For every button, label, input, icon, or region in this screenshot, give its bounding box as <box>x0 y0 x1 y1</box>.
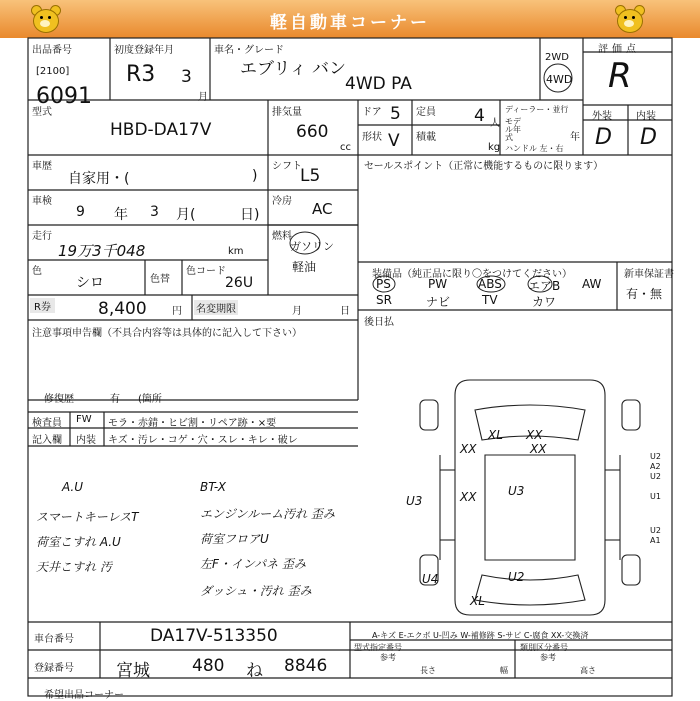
spec-width: 幅 <box>500 666 508 675</box>
equipment-label: 装備品（純正品に限り〇をつけてください） <box>372 269 572 280</box>
equip-tv: TV <box>482 293 498 307</box>
capacity-value: 4 <box>474 106 485 126</box>
equip-abs: ABS <box>478 277 502 291</box>
displacement-unit: cc <box>340 142 351 153</box>
warranty-value: 有・無 <box>626 287 663 301</box>
capacity-unit: 人 <box>490 118 500 129</box>
notes-label: 注意事項申告欄（不具合内容等は具体的に記入して下さい） <box>32 328 302 339</box>
recycle-unit: 円 <box>172 306 182 317</box>
color-code: 26U <box>225 275 254 291</box>
repair-label: 修復歴 <box>44 394 74 405</box>
inspector-label: 検査員 <box>32 418 62 429</box>
inspection-label: 車検 <box>32 196 52 207</box>
lot-label: 出品番号 <box>32 45 72 56</box>
usage-close: ) <box>252 168 258 184</box>
damage-mark: U3 <box>406 494 423 508</box>
load-label: 積載 <box>416 132 436 143</box>
load-unit: kg <box>488 142 501 153</box>
ac-value: AC <box>312 200 333 218</box>
dealer-label: ディーラー・並行 <box>505 105 569 114</box>
damage-mark: U2 <box>508 570 525 584</box>
color-value: シロ <box>76 275 104 291</box>
model-name: エブリィ バン <box>240 59 347 79</box>
spec-label-1b: 参考 <box>380 653 396 662</box>
equip-navi: ナビ <box>426 295 451 309</box>
spec-length: 長さ <box>420 666 436 675</box>
damage-mark: XL <box>488 428 503 442</box>
equip-airbag: エアB <box>528 279 561 293</box>
remark-right-2: エンジンルーム汚れ 歪み <box>200 507 335 521</box>
damage-mark: XX <box>460 490 477 504</box>
damage-mark: U2 <box>650 526 661 535</box>
remark-left-3: 荷室こすれ A.U <box>36 535 121 549</box>
score-label: 評価点 <box>598 44 640 55</box>
lot-code: [2100] <box>36 66 70 77</box>
entry-label: 記入欄 <box>32 435 62 446</box>
checker-line1: モラ・赤錆・ヒビ割・リペア跡・×要 <box>108 418 277 429</box>
interior-check-label: 内装 <box>76 435 96 446</box>
checker-line2: キズ・汚レ・コゲ・穴・スレ・キレ・破レ <box>108 435 298 446</box>
equip-pw: PW <box>428 277 448 291</box>
plate-kana: ね <box>246 661 263 681</box>
inspection-month-unit: 月( <box>176 207 196 223</box>
chassis-value: DA17V-513350 <box>150 626 278 646</box>
doors-value: 5 <box>390 104 401 124</box>
after-pay-label: 後日払 <box>364 317 394 328</box>
model-year-label: モデル年式 <box>505 117 521 142</box>
interior-score: D <box>640 125 657 150</box>
handle-label: ハンドル 左・右 <box>505 144 564 153</box>
capacity-label: 定員 <box>416 107 436 118</box>
remark-right-4: 左F・インパネ 歪み <box>200 557 306 571</box>
damage-mark: U3 <box>508 484 525 498</box>
model-year-unit: 年 <box>570 132 580 143</box>
shape-value: V <box>388 131 400 151</box>
damage-mark: U4 <box>422 572 439 586</box>
fuel-value: ガソリン <box>290 240 334 253</box>
fw-label: FW <box>76 414 92 425</box>
footer-label: 希望出品コーナー <box>44 690 124 701</box>
damage-mark: U1 <box>650 492 661 501</box>
mileage-unit: km <box>228 246 244 257</box>
damage-mark: U2 <box>650 452 661 461</box>
damage-mark: A1 <box>650 536 661 545</box>
recycle-label: R券 <box>30 298 55 313</box>
equip-leather: カワ <box>532 295 557 309</box>
warranty-label: 新車保証書 <box>624 269 674 280</box>
plate-city: 宮城 <box>116 661 150 681</box>
spec-label-2b: 参考 <box>540 653 556 662</box>
displacement-label: 排気量 <box>272 107 302 118</box>
plate-number: 8846 <box>284 656 328 676</box>
fuel-label: 燃料 <box>272 231 292 242</box>
drive-2wd-label: 2WD <box>545 52 569 63</box>
model-label: 車名・グレード <box>214 45 284 56</box>
usage-value: 自家用・( <box>68 171 130 187</box>
color-label: 色 <box>32 266 42 277</box>
equip-aw: AW <box>582 277 602 291</box>
damage-mark: U2 <box>650 472 661 481</box>
fuel-alt: 軽油 <box>292 260 317 274</box>
mileage-label: 走行 <box>32 231 52 242</box>
first-reg-era: R3 <box>126 62 156 87</box>
header-title: 軽自動車コーナー <box>270 13 430 33</box>
remark-right-1: BT-X <box>200 480 226 494</box>
inspection-day-unit: 日) <box>240 207 260 223</box>
first-reg-year: 3 <box>181 67 192 87</box>
inspection-month: 3 <box>150 204 159 220</box>
shift-label: シフト <box>272 161 302 172</box>
name-change-label: 名変期限 <box>194 300 238 315</box>
damage-mark: XX <box>530 442 547 456</box>
chassis-label: 車台番号 <box>34 634 74 645</box>
equip-ps: PS <box>376 277 391 291</box>
model-grade: 4WD PA <box>345 74 412 94</box>
remark-right-5: ダッシュ・汚れ 歪み <box>200 584 312 598</box>
color-swap-label: 色替 <box>150 274 170 285</box>
drive-value: 4WD <box>546 73 573 86</box>
interior-label: 内装 <box>636 111 656 122</box>
name-change-month: 月 <box>292 306 302 317</box>
repair-value: 有 <box>110 394 120 405</box>
ac-label: 冷房 <box>272 196 292 207</box>
equip-sr: SR <box>376 293 392 307</box>
spec-label-2: 類別区分番号 <box>520 643 568 652</box>
remark-right-3: 荷室フロアU <box>200 532 269 546</box>
spec-height: 高さ <box>580 666 596 675</box>
spec-label-1: 型式指定番号 <box>354 643 402 652</box>
usage-label: 車歴 <box>32 161 52 172</box>
type-label: 型式 <box>32 107 52 118</box>
score-value: R <box>608 56 632 96</box>
first-reg-month-unit: 月 <box>198 92 208 103</box>
inspection-year: 9 <box>76 204 85 220</box>
inspection-year-unit: 年 <box>114 207 128 223</box>
doors-label: ドア <box>362 107 382 118</box>
remark-left-2: スマートキーレスT <box>36 510 139 524</box>
mileage-value: 19万3千048 <box>58 242 146 260</box>
damage-mark: XX <box>460 442 477 456</box>
remark-left-1: A.U <box>62 480 84 494</box>
displacement-value: 660 <box>296 122 329 142</box>
lot-number: 6091 <box>36 84 92 109</box>
damage-mark: XX <box>526 428 543 442</box>
damage-mark: A2 <box>650 462 661 471</box>
plate-class: 480 <box>192 656 225 676</box>
car-body-diagram <box>420 380 640 615</box>
type-value: HBD-DA17V <box>110 120 212 140</box>
damage-legend: A-キズ E-エクボ U-凹み W-補修跡 S-サビ C-腐食 XX-交換済 <box>372 631 589 640</box>
name-change-day: 日 <box>340 306 350 317</box>
plate-label: 登録番号 <box>34 663 74 674</box>
sales-point-label: セールスポイント（正常に機能するものに限ります） <box>364 161 604 172</box>
recycle-value: 8,400 <box>98 299 147 319</box>
exterior-score: D <box>595 125 612 150</box>
exterior-label: 外装 <box>592 111 612 122</box>
color-code-label: 色コード <box>186 266 226 277</box>
repair-place: (箇所 <box>138 394 162 405</box>
first-reg-label: 初度登録年月 <box>114 45 174 56</box>
shift-value: L5 <box>300 166 321 186</box>
remark-left-4: 天井こすれ 汚 <box>36 560 112 574</box>
shape-label: 形状 <box>362 132 382 143</box>
damage-mark: XL <box>470 594 485 608</box>
